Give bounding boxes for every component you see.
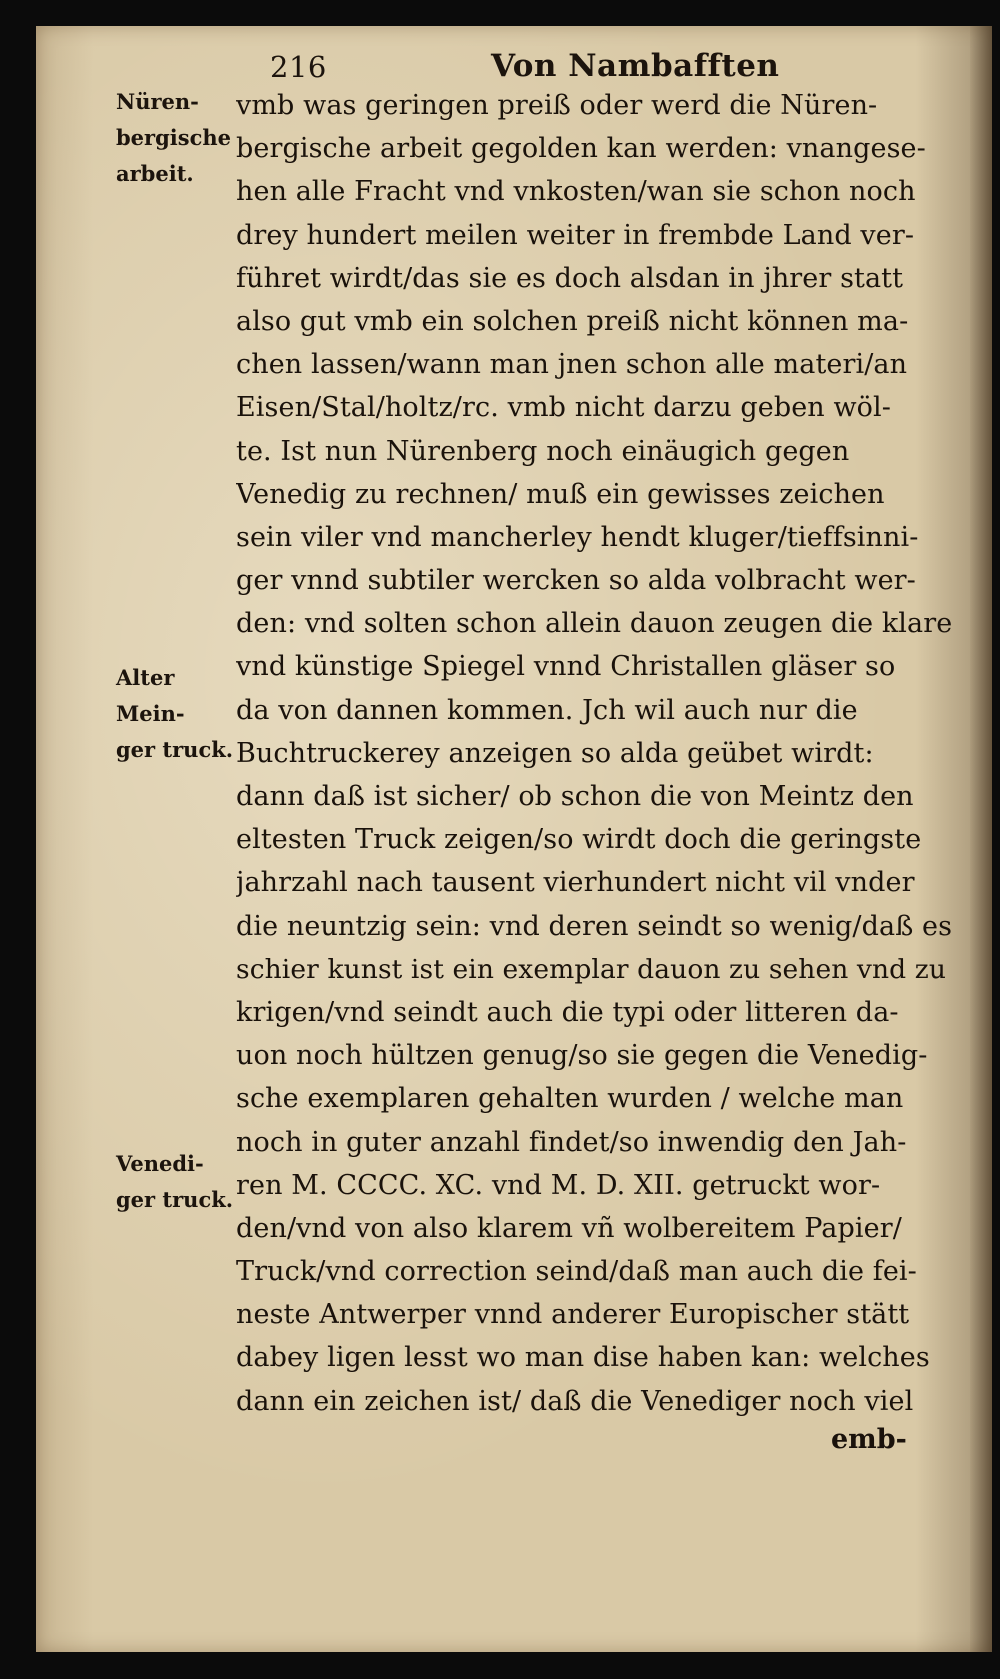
text-line: krigen/vnd seindt auch die typi oder litteren da- bbox=[236, 996, 899, 1028]
margin-note-nuernberg bbox=[116, 84, 231, 192]
page-number: 216 bbox=[270, 50, 327, 84]
margin-note-line: Venedi- bbox=[116, 1151, 204, 1176]
text-line: noch in guter anzahl findet/so inwendig den Jah- bbox=[236, 1126, 907, 1158]
text-line: vmb was geringen preiß oder werd die Nüren- bbox=[236, 90, 878, 121]
text-line: also gut vmb ein solchen preiß nicht können ma- bbox=[236, 305, 909, 337]
page-gutter bbox=[970, 26, 992, 1652]
text-line: Buchtruckerey anzeigen so alda geübet wirdt: bbox=[236, 737, 874, 769]
margin-note-line: ger truck. bbox=[116, 737, 234, 762]
margin-note-line: Mein- bbox=[116, 701, 185, 726]
margin-note-line: Nüren- bbox=[116, 89, 199, 114]
text-line: chen lassen/wann man jnen schon alle materi/an bbox=[236, 349, 908, 381]
margin-note-line: Alter bbox=[116, 665, 175, 690]
margin-note-line: ger truck. bbox=[116, 1187, 234, 1212]
text-line: drey hundert meilen weiter in frembde Land ver- bbox=[236, 219, 915, 251]
running-head: Von Nambafften bbox=[491, 48, 780, 84]
text-line: den: vnd solten schon allein dauon zeugen die klare bbox=[236, 608, 953, 640]
margin-note-line: bergische bbox=[116, 125, 232, 150]
text-line: Eisen/Stal/holtz/rc. vmb nicht darzu geben wöl- bbox=[236, 392, 891, 424]
margin-note-line: arbeit. bbox=[116, 161, 194, 186]
text-line: dann daß ist sicher/ ob schon die von Meintz den bbox=[236, 781, 914, 812]
catchword: emb- bbox=[831, 1424, 907, 1455]
text-line: vnd künstige Spiegel vnnd Christallen gläser so bbox=[236, 651, 896, 683]
text-line: eltesten Truck zeigen/so wirdt doch die geringste bbox=[236, 824, 922, 856]
text-line: sein viler vnd mancherley hendt kluger/tieffsinni- bbox=[236, 521, 919, 553]
main-text bbox=[236, 84, 956, 1423]
text-line: te. Ist nun Nürenberg noch einäugich gegen bbox=[236, 435, 850, 467]
book-page bbox=[36, 26, 992, 1652]
text-line: dabey ligen lesst wo man dise haben kan: welches bbox=[236, 1342, 930, 1374]
text-line: führet wirdt/das sie es doch alsdan in jhrer statt bbox=[236, 262, 904, 294]
text-line: hen alle Fracht vnd vnkosten/wan sie schon noch bbox=[236, 176, 916, 208]
text-line: uon noch hültzen genug/so sie gegen die Venedig- bbox=[236, 1040, 928, 1072]
text-line: die neuntzig sein: vnd deren seindt so wenig/daß es bbox=[236, 910, 953, 942]
margin-note-venice bbox=[116, 1146, 233, 1218]
text-line: ren M. CCCC. XC. vnd M. D. XII. getruckt wor- bbox=[236, 1169, 881, 1201]
text-line: den/vnd von also klarem vñ wolbereitem Papier/ bbox=[236, 1212, 902, 1244]
text-line: Venedig zu rechnen/ muß ein gewisses zeichen bbox=[236, 478, 885, 510]
text-line: dann ein zeichen ist/ daß die Venediger noch viel bbox=[236, 1385, 914, 1417]
text-line: ger vnnd subtiler wercken so alda volbracht wer- bbox=[236, 565, 916, 597]
text-line: neste Antwerper vnnd anderer Europischer stätt bbox=[236, 1299, 910, 1331]
text-line: da von dannen kommen. Jch wil auch nur die bbox=[236, 694, 858, 726]
text-line: bergische arbeit gegolden kan werden: vnangese- bbox=[236, 133, 926, 165]
text-line: jahrzahl nach tausent vierhundert nicht vil vnder bbox=[236, 867, 915, 899]
text-line: sche exemplaren gehalten wurden / welche man bbox=[236, 1083, 904, 1115]
text-line: Truck/vnd correction seind/daß man auch die fei- bbox=[236, 1256, 917, 1288]
margin-note-mainz bbox=[116, 660, 233, 768]
text-line: schier kunst ist ein exemplar dauon zu sehen vnd zu bbox=[236, 953, 946, 985]
